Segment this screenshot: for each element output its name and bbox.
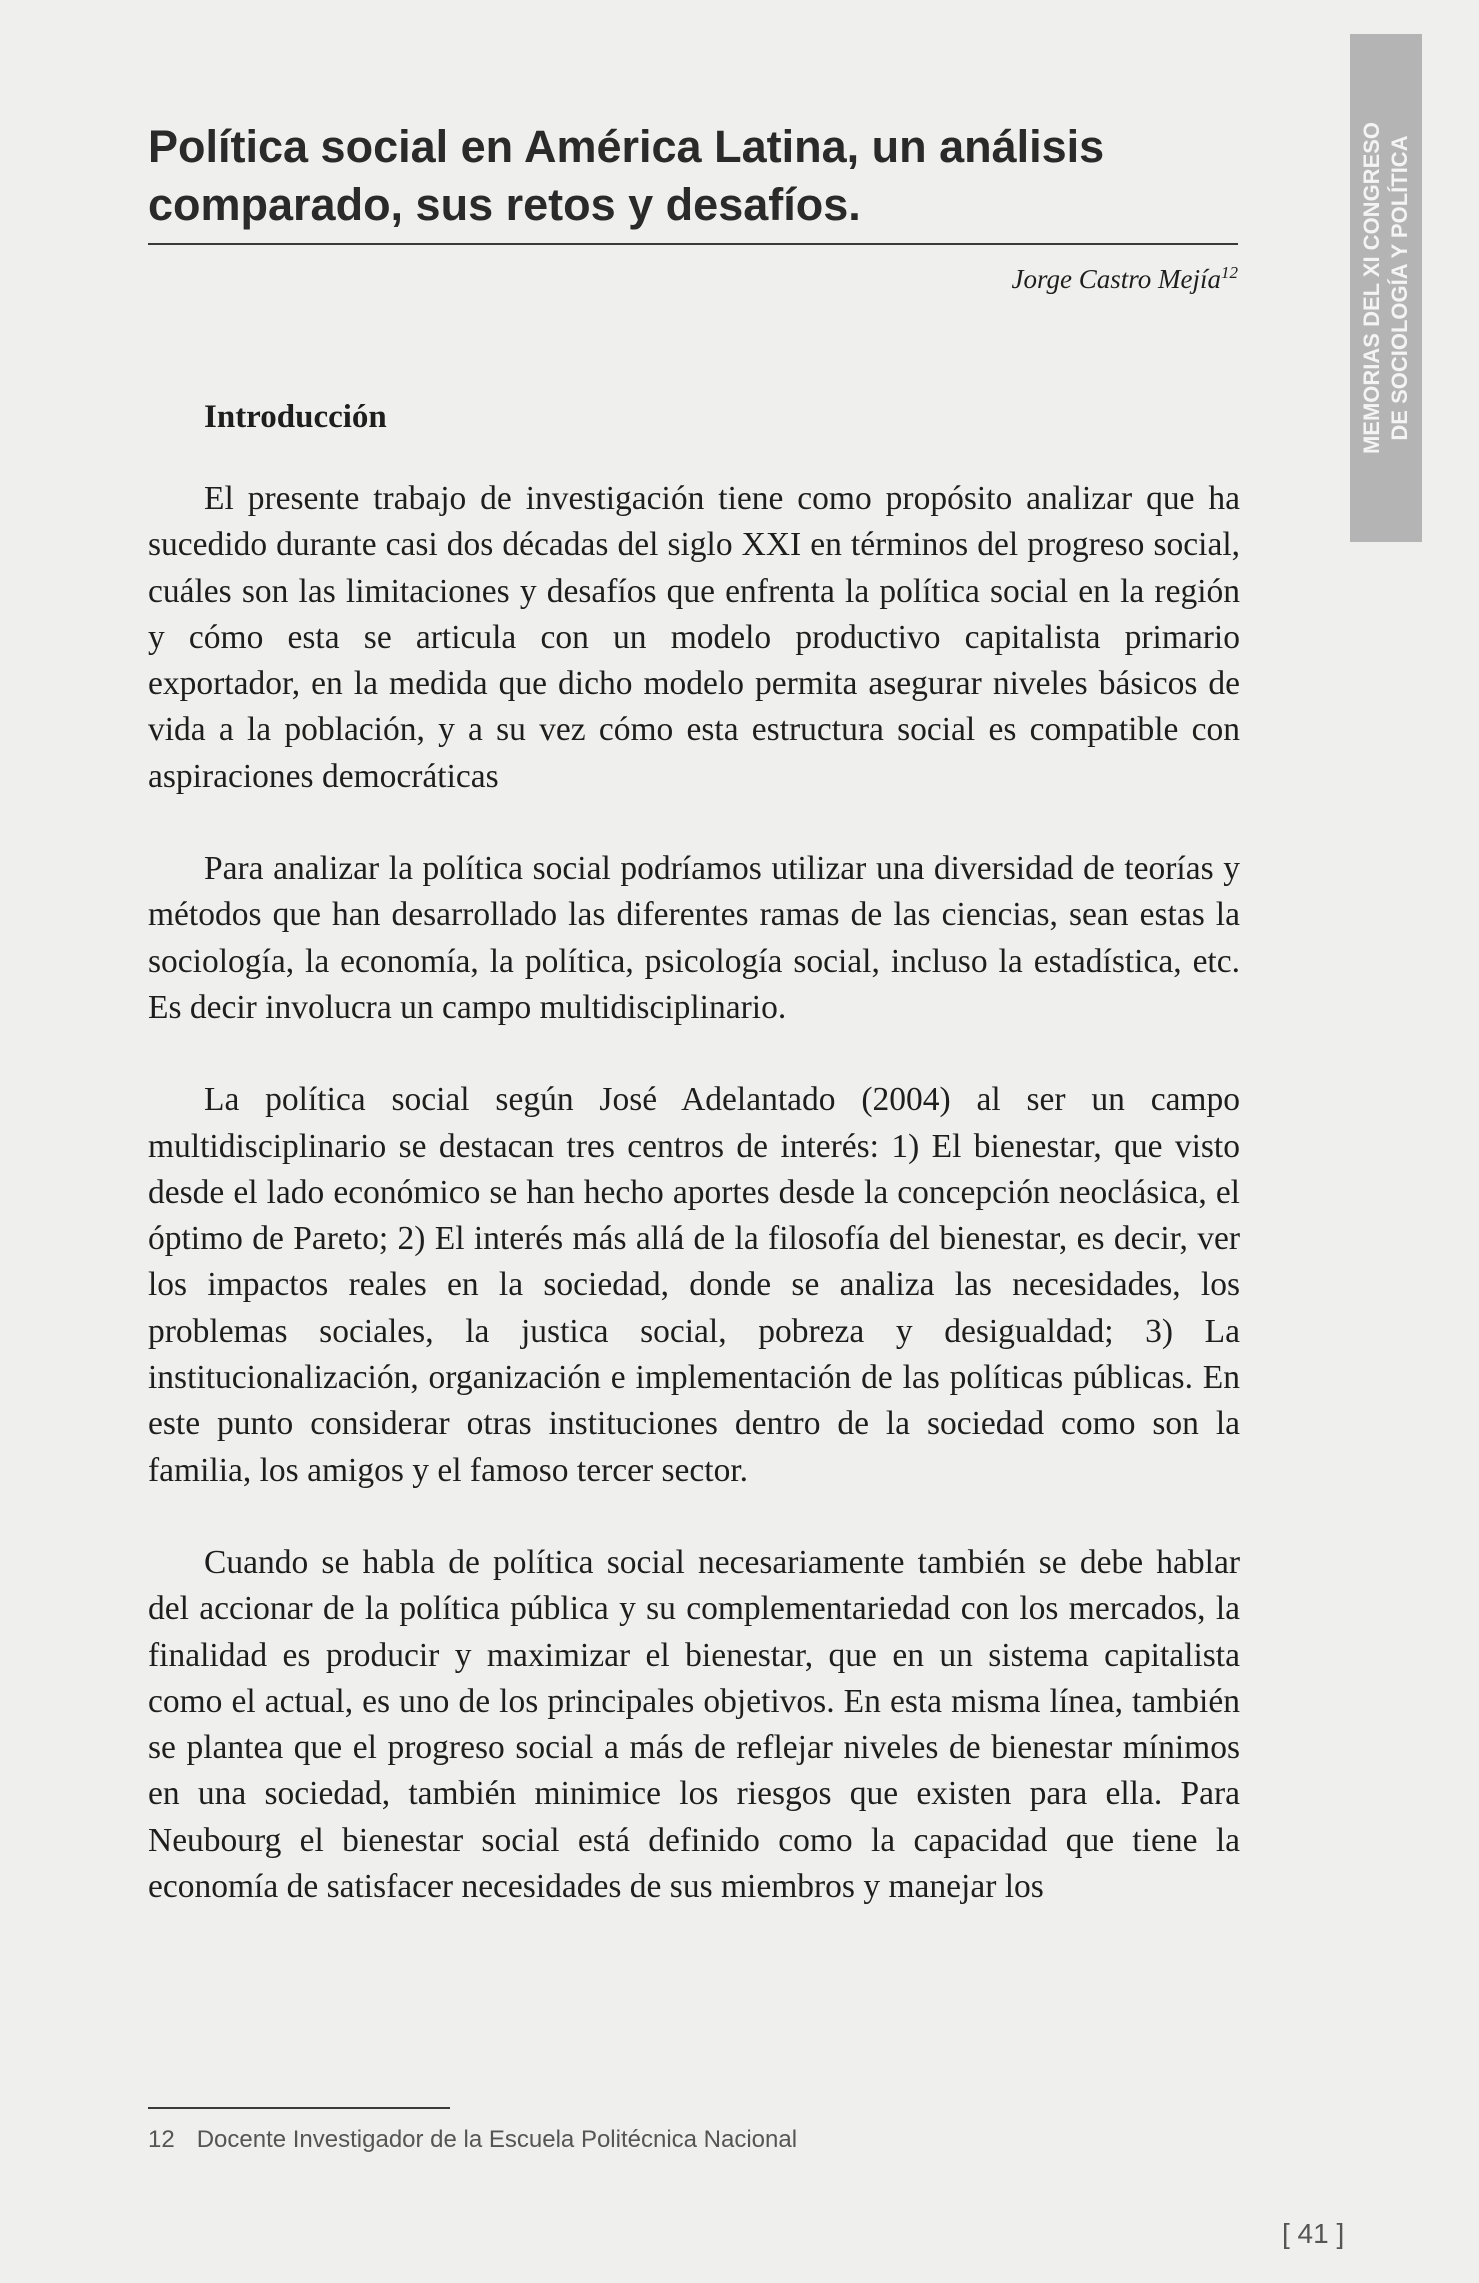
paragraph-2: Para analizar la política social podríamos utilizar una diversidad de teorías y métodos que han desarrollado las diferentes ramas de las ciencias, sean estas la sociología, la economía, la política, psicología social, incluso la estadística, etc. Es decir involucra un campo multidisciplinario. bbox=[148, 850, 1240, 1026]
paragraph-3: La política social según José Adelantado (2004) al ser un campo multidisciplinario se destacan tres centros de interés: 1) El bienestar, que visto desde el lado económico se han hecho aportes desde la concepción neoclásica, el óptimo de Pareto; 2) El interés más allá de la filosofía del bienestar, es decir, ver los impactos reales en la sociedad, donde se analiza las necesidades, los problemas sociales, la justica social, pobreza y desigualdad; 3) La institucionalización, organización e implementación de las políticas públicas. En este punto considerar otras instituciones dentro de la sociedad como son la familia, los amigos y el famoso tercer sector. bbox=[148, 1081, 1240, 1489]
page-number: [ 41 ] bbox=[1282, 2218, 1345, 2249]
paragraph-4: Cuando se habla de política social necesariamente también se debe hablar del accionar de la política pública y su complementariedad con los mercados, la finalidad es producir y maximizar el bienestar, que en un sistema capitalista como el actual, es uno de los principales objetivos. En esta misma línea, también se plantea que el progreso social a más de reflejar niveles de bienestar mínimos en una sociedad, también minimice los riesgos que existen para ella. Para Neubourg el bienestar social está definido como la capacidad que tiene la economía de satisfacer necesidades de sus miembros y manejar los bbox=[148, 1543, 1240, 1906]
footnote-text: Docente Investigador de la Escuela Politécnica Nacional bbox=[196, 2126, 798, 2153]
paragraph-1: El presente trabajo de investigación tiene como propósito analizar que ha sucedido durante casi dos décadas del siglo XXI en términos del progreso social, cuáles son las limitaciones y desafíos que enfrenta la política social en la región y cómo esta se articula con un modelo productivo capitalista primario exportador, en la medida que dicho modelo permita asegurar niveles básicos de vida a la población, y a su vez cómo esta estructura social es compatible con aspiraciones democráticas bbox=[148, 480, 1240, 795]
author-name: Jorge Castro Mejía bbox=[1011, 264, 1221, 294]
section-heading: Introducción bbox=[204, 399, 387, 435]
section-side-tab bbox=[1350, 34, 1422, 542]
footnote-number: 12 bbox=[148, 2126, 175, 2153]
side-tab-line-1: MEMORIAS DEL XI CONGRESO bbox=[1359, 121, 1384, 455]
side-tab-line-2: DE SOCIOLOGÍA Y POLÍTICA bbox=[1387, 135, 1412, 441]
article-title: Política social en América Latina, un análisis comparado, sus retos y desafíos. bbox=[148, 121, 1105, 230]
author-line bbox=[1012, 262, 1238, 296]
title-divider bbox=[148, 243, 1238, 245]
side-tab-label bbox=[1358, 122, 1414, 454]
footnote bbox=[148, 2126, 797, 2154]
author-footnote-ref: 12 bbox=[1221, 263, 1238, 282]
body-text bbox=[148, 476, 1240, 1956]
footnote-divider bbox=[148, 2107, 450, 2109]
